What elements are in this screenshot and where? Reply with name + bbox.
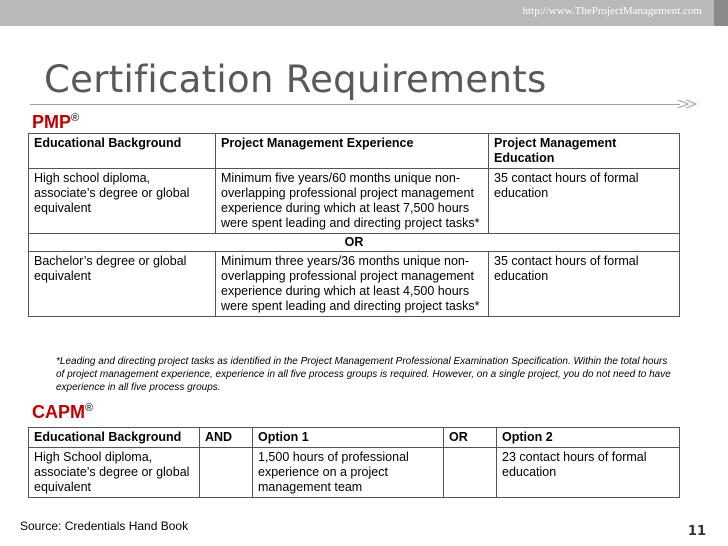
table-cell: High school diploma, associate’s degree or global equivalent [29,169,216,234]
table-header-row [29,134,680,169]
site-url[interactable]: http://www.TheProjectManagement.com [522,5,702,17]
table-cell: 35 contact hours of formal education [489,252,680,317]
header-cell: AND [200,428,253,448]
pmp-footnote: *Leading and directing project tasks as identified in the Project Management Professional Examination Specification. Within the total hours of project management experience, experience in all five process groups is required. However, on a single project, you do not need to have experience in all five process groups. [56,356,671,393]
page-number: 11 [687,524,706,539]
pmp-label: PMP [32,112,72,132]
table-cell: 23 contact hours of formal education [497,448,680,498]
table-cell: Bachelor’s degree or global equivalent [29,252,216,317]
pmp-heading [32,112,79,133]
table-cell: Minimum five years/60 months unique non-overlapping professional project management experience during which at least 7,500 hours were spent leading and directing project tasks* [216,169,489,234]
capm-requirements-table [28,427,680,498]
slide-title: Certification Requirements [44,58,547,101]
header-cell: Option 1 [253,428,444,448]
or-cell: OR [29,234,680,252]
header-cell: OR [444,428,497,448]
registered-mark: ® [71,112,80,124]
table-cell: Minimum three years/36 months unique non-overlapping professional project management experience during which at least 4,500 hours were spent leading and directing project tasks* [216,252,489,317]
table-cell [200,448,253,498]
header-cell: Option 2 [497,428,680,448]
header-cell: Educational Background [29,428,200,448]
top-banner [0,0,728,26]
header-cell: Project Management Experience [216,134,489,169]
double-arrow-icon [676,96,700,112]
table-row [29,252,680,317]
header-cell: Project Management Education [489,134,680,169]
table-cell [444,448,497,498]
capm-label: CAPM [32,402,85,422]
table-header-row [29,428,680,448]
table-row [29,169,680,234]
header-cell: Educational Background [29,134,216,169]
capm-heading [32,402,93,423]
table-cell: High School diploma, associate’s degree or global equivalent [29,448,200,498]
source-citation: Source: Credentials Hand Book [20,519,189,533]
banner-corner [714,0,728,26]
table-cell: 1,500 hours of professional experience on a project management team [253,448,444,498]
table-cell: 35 contact hours of formal education [489,169,680,234]
title-underline [30,104,680,105]
pmp-requirements-table [28,133,680,317]
registered-mark: ® [85,402,94,414]
table-row [29,448,680,498]
or-row [29,234,680,252]
